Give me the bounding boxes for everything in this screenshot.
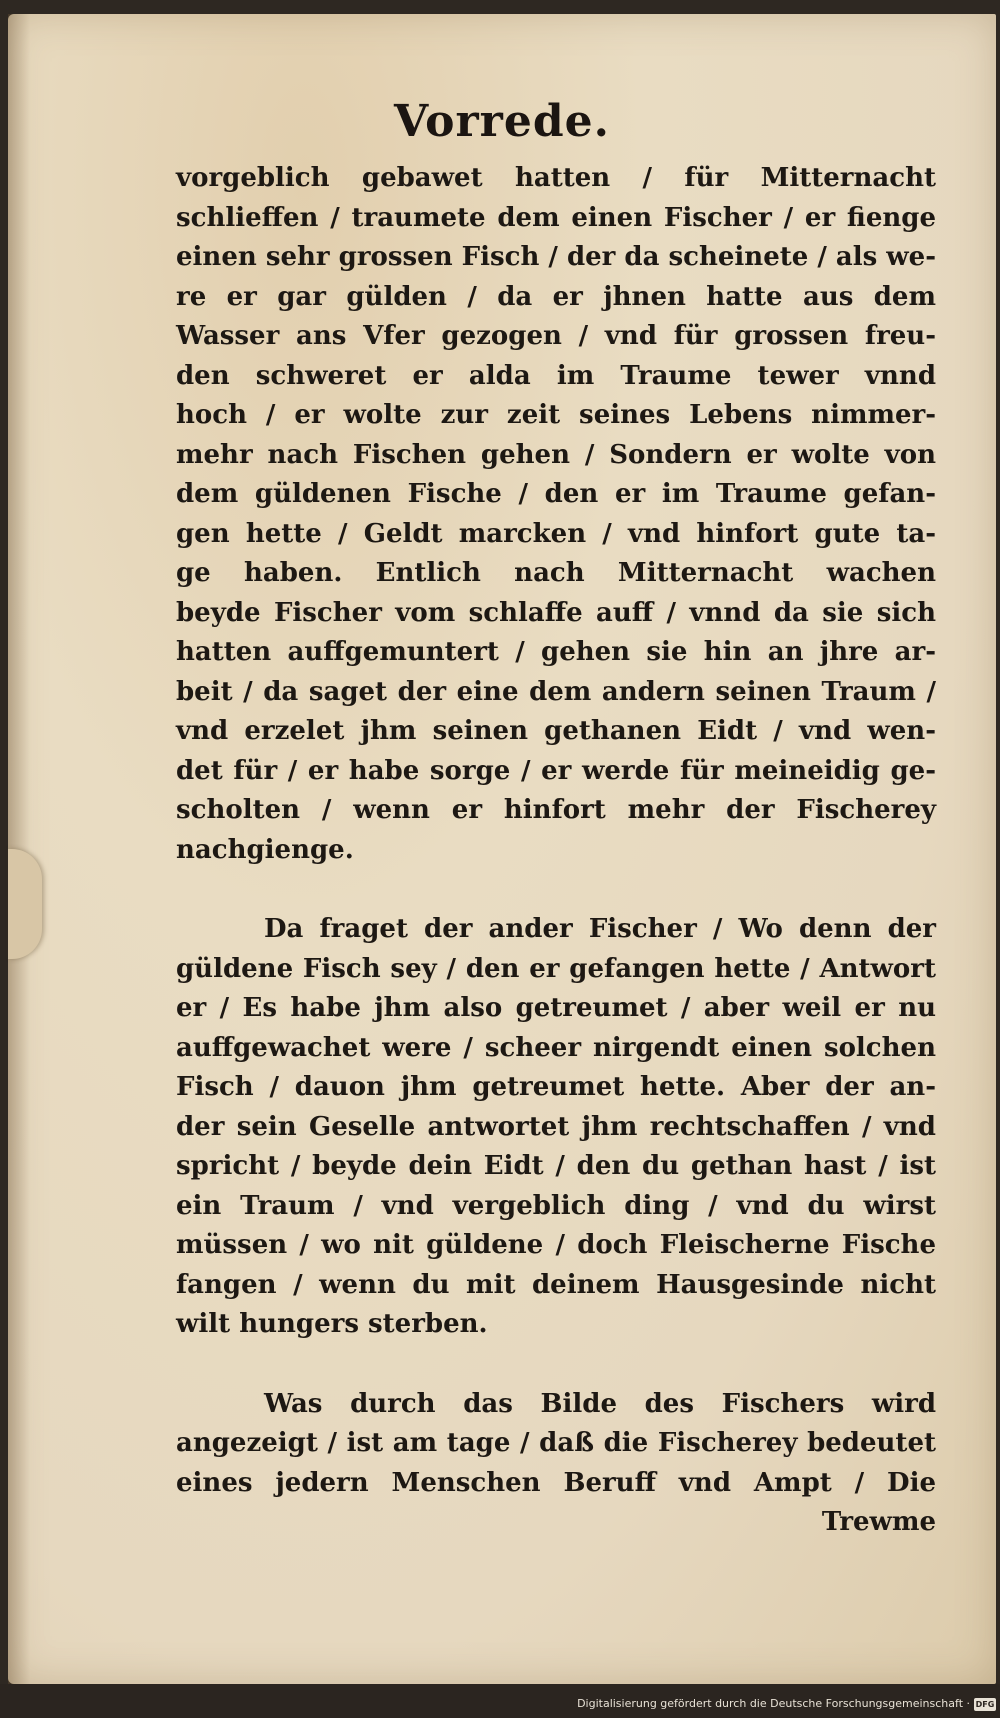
text-line: eines jedern Menschen Beruff vnd Ampt / Die: [176, 1467, 936, 1498]
running-head: Vorrede.: [394, 96, 610, 147]
text-line: mehr nach Fischen gehen / Sondern er wolte von: [176, 439, 936, 470]
text-line: Wasser ans Vfer gezogen / vnd für grossen freu-: [176, 321, 936, 351]
text-line: angezeigt / ist am tage / daß die Fischerey bedeutet: [176, 1428, 936, 1458]
text-line: Fisch / dauon jhm getreumet hette. Aber der an-: [176, 1072, 936, 1102]
page-body: [176, 159, 936, 1543]
text-line: Da fraget der ander Fischer / Wo denn der: [264, 914, 936, 944]
text-line: det für / er habe sorge / er werde für meineidig ge-: [176, 755, 936, 786]
text-line: beyde Fischer vom schlaffe auff / vnnd da sie sich: [176, 597, 936, 628]
paragraph-1: [176, 159, 936, 870]
text-line: dem güldenen Fische / den er im Traume gefan-: [176, 479, 936, 509]
page-tab-marker: [8, 849, 42, 959]
text-line: hatten auffgemuntert / gehen sie hin an jhre ar-: [176, 637, 936, 667]
catchword: Trewme: [821, 1507, 936, 1537]
book-page: [8, 14, 996, 1684]
text-line: er / Es habe jhm also getreumet / aber weil er nu: [176, 993, 936, 1023]
text-line: den schweret er alda im Traume tewer vnnd: [176, 360, 936, 391]
text-line: fangen / wenn du mit deinem Hausgesinde nicht: [176, 1269, 936, 1300]
text-line: scholten / wenn er hinfort mehr der Fischerey: [176, 795, 936, 825]
paragraph-3: [176, 1385, 936, 1504]
footer-bar: [0, 1684, 1000, 1718]
text-line: auffgewachet were / scheer nirgendt einen solchen: [176, 1032, 936, 1063]
text-line: der sein Geselle antwortet jhm rechtschaffen / vnd: [176, 1111, 936, 1142]
text-line: einen sehr grossen Fisch / der da scheinete / als we-: [176, 242, 937, 272]
text-line: gen hette / Geldt marcken / vnd hinfort gute ta-: [176, 518, 936, 549]
text-line: spricht / beyde dein Eidt / den du gethan hast / ist: [176, 1151, 936, 1181]
text-line: vorgeblich gebawet hatten / für Mitternacht: [176, 163, 936, 193]
text-line: hoch / er wolte zur zeit seines Lebens nimmer-: [176, 400, 936, 430]
dfg-logo-icon: DFG: [975, 1700, 995, 1709]
text-line: beit / da saget der eine dem andern seinen Traum /: [176, 676, 936, 707]
text-line: re er gar gülden / da er jhnen hatte aus dem: [176, 281, 936, 312]
text-line: nachgienge.: [176, 834, 354, 865]
text-line: schlieffen / traumete dem einen Fischer / er fienge: [176, 202, 936, 233]
digitization-credit: Digitalisierung gefördert durch die Deutsche Forschungsgemeinschaft ·: [577, 1697, 970, 1710]
paragraph-2: [176, 910, 936, 1345]
text-line: ge haben. Entlich nach Mitternacht wachen: [176, 558, 936, 588]
text-line: ein Traum / vnd vergeblich ding / vnd du wirst: [176, 1190, 936, 1221]
text-line: güldene Fisch sey / den er gefangen hette / Antwort: [176, 953, 936, 984]
text-line: wilt hungers sterben.: [176, 1309, 488, 1339]
text-line: müssen / wo nit güldene / doch Fleischerne Fische: [176, 1230, 936, 1260]
text-line: vnd erzelet jhm seinen gethanen Eidt / vnd wen-: [176, 716, 936, 746]
text-line: Was durch das Bilde des Fischers wird: [264, 1388, 936, 1419]
